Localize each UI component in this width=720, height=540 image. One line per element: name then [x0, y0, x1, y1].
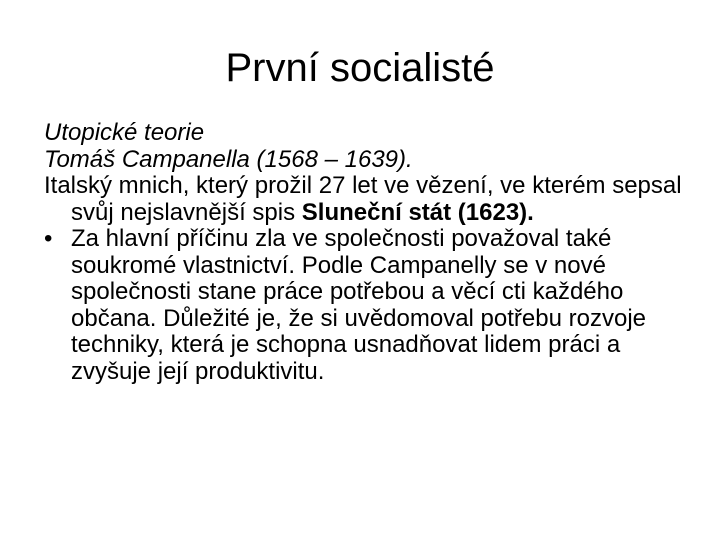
heading-campanella: Tomáš Campanella (1568 – 1639). [44, 145, 413, 173]
heading-utopian-theories: Utopické teorie [44, 119, 205, 146]
book-title: Sluneční stát (1623). [301, 198, 534, 226]
bullet-item [44, 226, 684, 385]
paragraph-text: Italský mnich, který prožil 27 let ve vězení, ve kterém sepsal svůj nejslavnější spis [44, 172, 682, 226]
bullet-icon: • [44, 225, 53, 252]
slide-title: První socialisté [225, 46, 495, 90]
bullet-text: Za hlavní příčinu zla ve společnosti považoval také soukromé vlastnictví. Podle Campanelly se v nové společnosti stane práce potřebou a věcí cti každého občana. Důležité je, že si uvědomoval potřebu rozvoje techniky, která je schopna usnadňovat lidem práci a zvyšuje její produktivitu. [71, 225, 646, 385]
slide-body [44, 120, 684, 385]
paragraph-biography [44, 173, 684, 226]
